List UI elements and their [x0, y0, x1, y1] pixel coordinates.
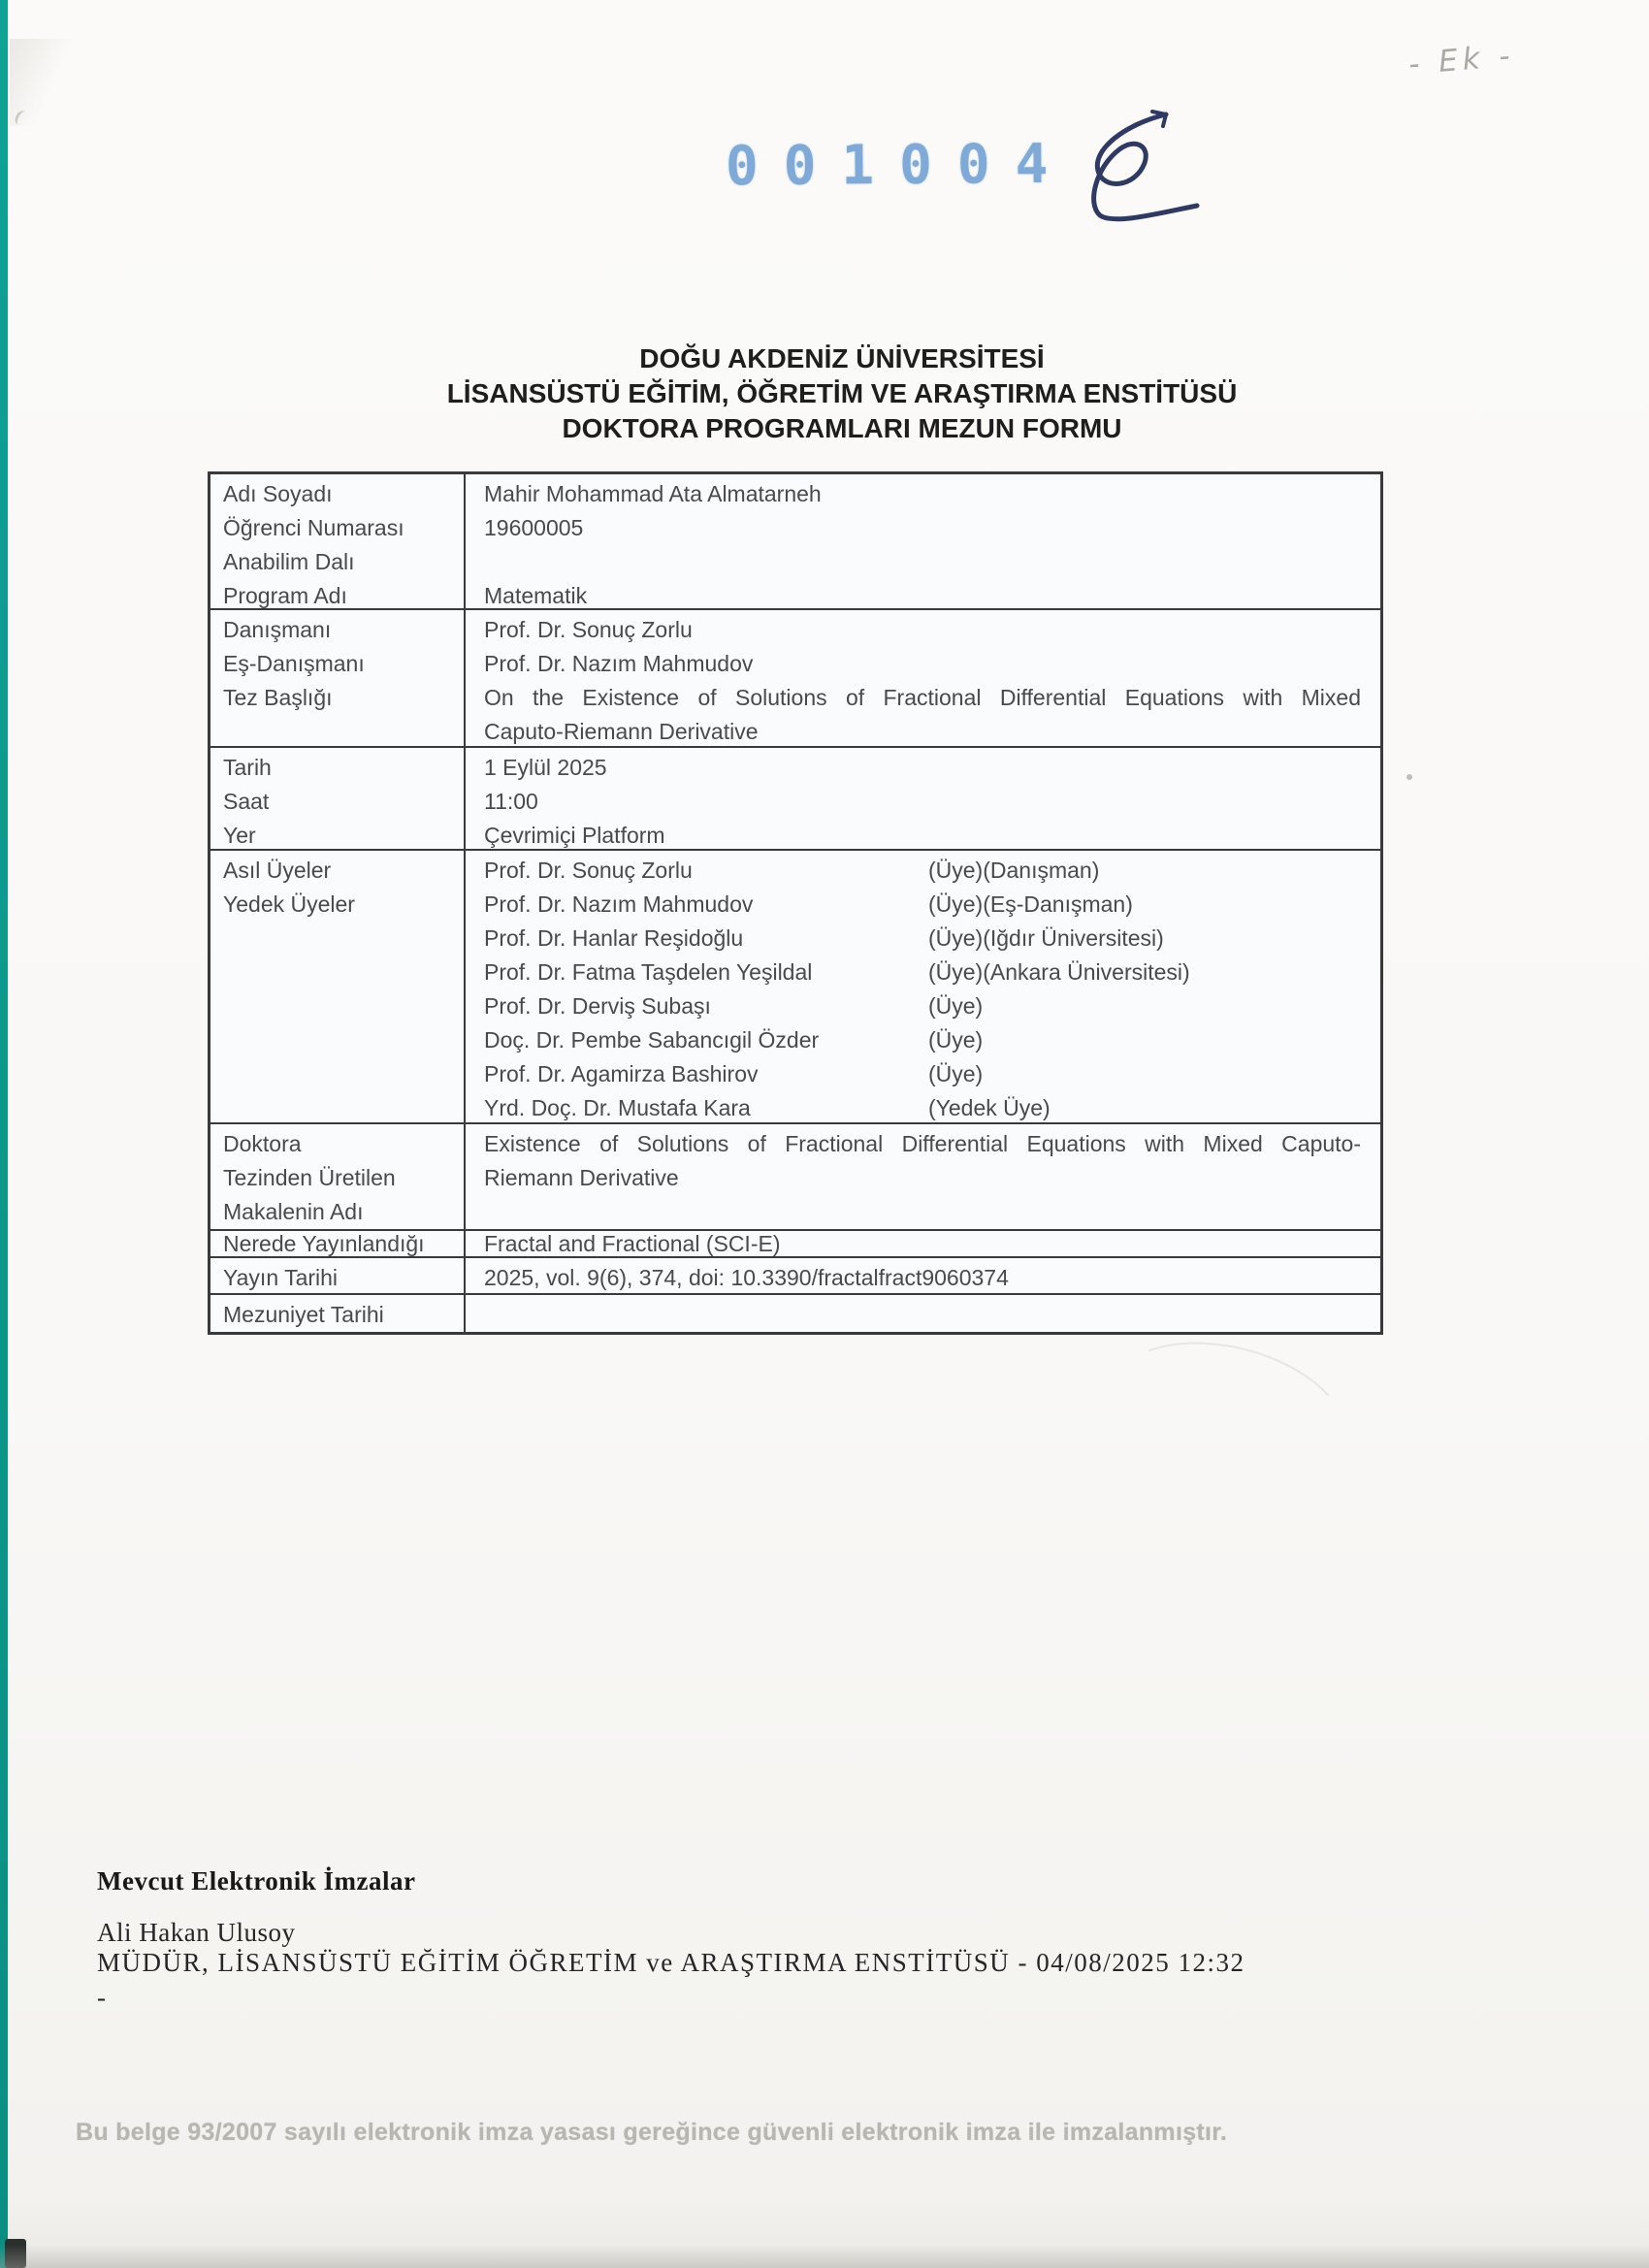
member-name: Prof. Dr. Derviş Subaşı [484, 993, 711, 1019]
member-row [484, 888, 1361, 922]
member-role: (Üye)(Iğdır Üniversitesi) [928, 925, 1164, 951]
table-value-cell [466, 474, 1380, 608]
table-section [210, 1229, 1380, 1256]
member-role: (Üye) [928, 1027, 984, 1053]
table-label: Tez Başlığı [223, 685, 333, 710]
table-label: Anabilim Dalı [223, 549, 355, 574]
table-label-cell [210, 1124, 466, 1229]
table-label: Yer [223, 823, 256, 848]
table-section [210, 1293, 1380, 1332]
member-role: (Üye) [928, 993, 984, 1019]
member-row [484, 956, 1361, 989]
table-value-cell [466, 748, 1380, 849]
table-label: Saat [223, 789, 270, 814]
table-label-cell [210, 1258, 466, 1293]
member-row [484, 989, 1361, 1023]
electronic-signatures-heading: Mevcut Elektronik İmzalar [97, 1866, 416, 1895]
table-value-cell [466, 851, 1380, 1122]
table-label-cell [210, 610, 466, 746]
table-value: Prof. Dr. Nazım Mahmudov [484, 651, 754, 676]
table-value-cell [466, 1258, 1380, 1293]
member-role: (Üye) [928, 1061, 984, 1086]
title-line-institute: LİSANSÜSTÜ EĞİTİM, ÖĞRETİM VE ARAŞTIRMA ENSTİTÜSÜ [446, 378, 1238, 408]
table-label-cell [210, 1295, 466, 1332]
table-value: Existence of Solutions of Fractional Differential Equations with Mixed Caputo- [484, 1131, 1361, 1156]
table-label: Tezinden Üretilen [223, 1165, 396, 1190]
table-label: Yayın Tarihi [223, 1265, 339, 1290]
table-section [210, 1122, 1380, 1229]
title-line-university: DOĞU AKDENİZ ÜNİVERSİTESİ [639, 343, 1045, 373]
table-value: 19600005 [484, 515, 584, 540]
table-label-cell [210, 851, 466, 1122]
title-line-form: DOKTORA PROGRAMLARI MEZUN FORMU [562, 413, 1122, 443]
member-name: Prof. Dr. Fatma Taşdelen Yeşildal [484, 959, 813, 985]
member-row [484, 854, 1361, 888]
member-name: Yrd. Doç. Dr. Mustafa Kara [484, 1095, 751, 1120]
member-name: Prof. Dr. Nazım Mahmudov [484, 891, 754, 917]
table-section [210, 474, 1380, 608]
table-value: Riemann Derivative [484, 1165, 679, 1190]
table-label: Adı Soyadı [223, 481, 333, 506]
member-row [484, 922, 1361, 956]
member-name: Prof. Dr. Agamirza Bashirov [484, 1061, 759, 1086]
table-section [210, 1256, 1380, 1293]
table-value: 11:00 [484, 789, 538, 814]
table-label: Nerede Yayınlandığı [223, 1231, 425, 1256]
paper-crease [1098, 1319, 1359, 1503]
table-label: Program Adı [223, 583, 347, 608]
member-name: Doç. Dr. Pembe Sabancıgil Özder [484, 1027, 820, 1053]
footer-disclaimer: Bu belge 93/2007 sayılı elektronik imza yasası gereğince güvenli elektronik imza ile imzalanmıştır. [76, 2119, 1228, 2146]
table-label: Öğrenci Numarası [223, 515, 404, 540]
table-label-cell [210, 474, 466, 608]
table-label: Yedek Üyeler [223, 891, 355, 917]
table-value-cell [466, 1295, 1380, 1332]
member-role: (Yedek Üye) [928, 1095, 1051, 1120]
table-section [210, 849, 1380, 1122]
signer-trailing-dash: - [97, 1983, 106, 2012]
table-label: Makalenin Adı [223, 1199, 364, 1224]
member-name: Prof. Dr. Sonuç Zorlu [484, 858, 693, 883]
table-section [210, 608, 1380, 746]
table-value: Matematik [484, 583, 588, 608]
table-value-cell [466, 1124, 1380, 1229]
table-value: On the Existence of Solutions of Fractional Differential Equations with Mixed [484, 685, 1361, 710]
member-row [484, 1023, 1361, 1057]
table-value [484, 1298, 1361, 1332]
member-row [484, 1057, 1361, 1091]
table-label-cell [210, 1231, 466, 1256]
table-label: Mezuniyet Tarihi [223, 1302, 384, 1327]
table-label-cell [210, 748, 466, 849]
table-label: Danışmanı [223, 617, 332, 642]
table-value: Fractal and Fractional (SCI-E) [484, 1231, 781, 1256]
signer-title-line: MÜDÜR, LİSANSÜSTÜ EĞİTİM ÖĞRETİM ve ARAŞTIRMA ENSTİTÜSÜ - 04/08/2025 12:32 [97, 1948, 1245, 1977]
member-role: (Üye)(Ankara Üniversitesi) [928, 959, 1190, 985]
table-label: Tarih [223, 755, 272, 780]
table-label: Eş-Danışmanı [223, 651, 365, 676]
table-section [210, 746, 1380, 849]
stamp-number: 001004 [725, 132, 1074, 199]
handwritten-ek-note: - Ek - [1406, 38, 1516, 82]
table-value-cell [466, 610, 1380, 746]
form-table [208, 471, 1383, 1335]
table-value [484, 545, 1361, 579]
member-row [484, 1091, 1361, 1122]
member-role: (Üye)(Danışman) [928, 858, 1100, 883]
table-value: 1 Eylül 2025 [484, 755, 607, 780]
table-value: Mahir Mohammad Ata Almatarneh [484, 481, 822, 506]
dust-speck [1406, 774, 1412, 780]
member-role: (Üye)(Eş-Danışman) [928, 891, 1133, 917]
scan-bottom-shadow [0, 2245, 1649, 2268]
table-value: Prof. Dr. Sonuç Zorlu [484, 617, 693, 642]
table-value: 2025, vol. 9(6), 374, doi: 10.3390/fractalfract9060374 [484, 1265, 1009, 1290]
table-value-cell [466, 1231, 1380, 1256]
member-name: Prof. Dr. Hanlar Reşidoğlu [484, 925, 744, 951]
table-label: Doktora [223, 1131, 302, 1156]
signature-scribble-icon [1011, 105, 1205, 231]
signer-name: Ali Hakan Ulusoy [97, 1918, 296, 1947]
form-title [254, 341, 1430, 446]
scanner-edge-strip [0, 0, 8, 2268]
table-value: Çevrimiçi Platform [484, 823, 665, 848]
table-label: Asıl Üyeler [223, 858, 332, 883]
table-value: Caputo-Riemann Derivative [484, 719, 759, 744]
